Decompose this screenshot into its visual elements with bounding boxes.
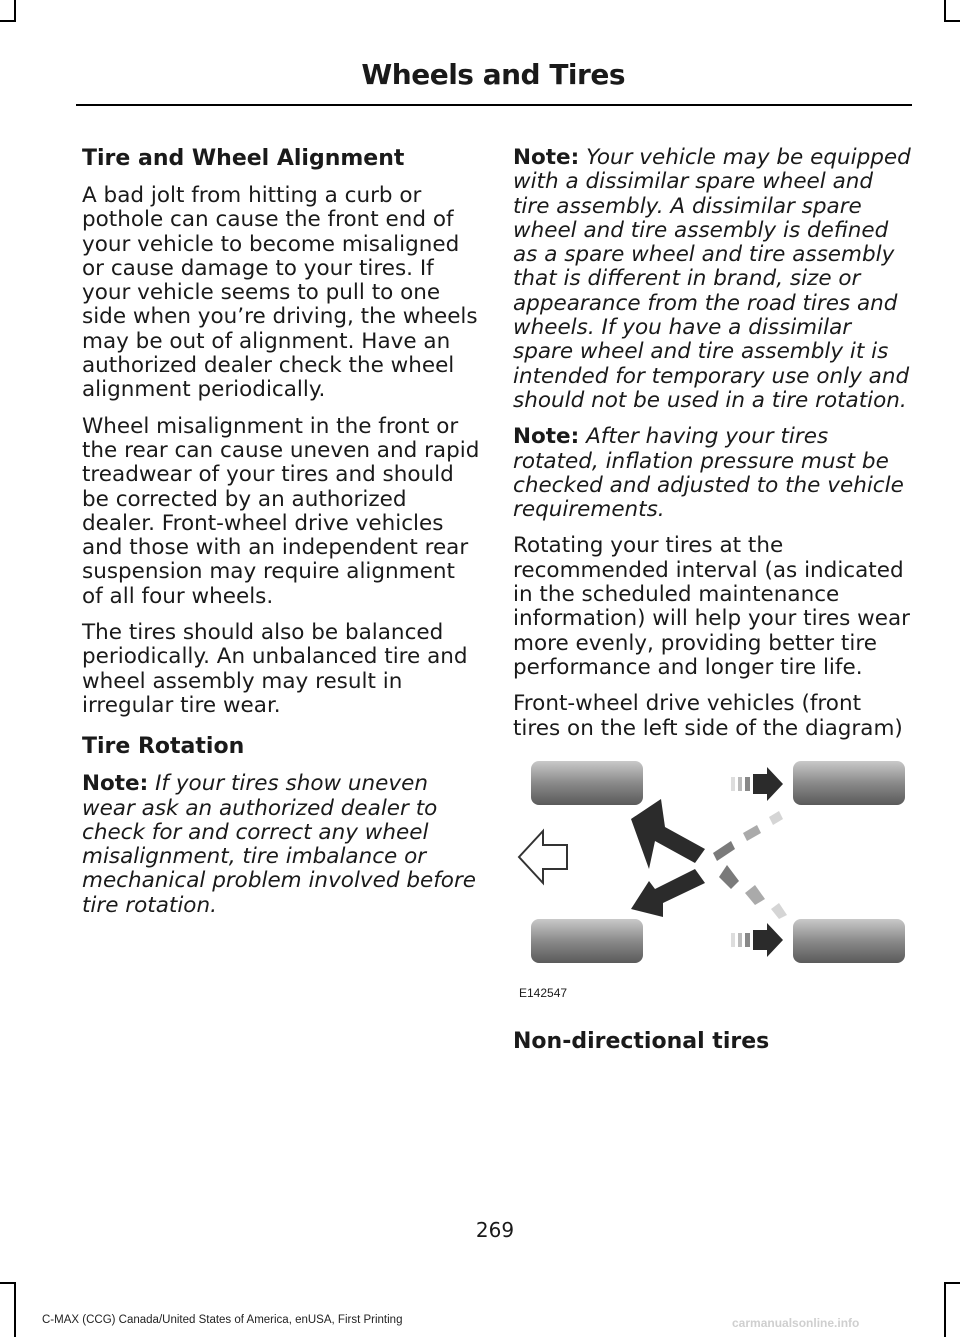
crop-mark (0, 20, 16, 22)
note (82, 772, 482, 918)
heading-rotation: Tire Rotation (82, 734, 245, 760)
left-column (82, 146, 482, 930)
note-text: Your vehicle may be equipped with a dissimilar spare wheel and tire assembly. A dissimilar spare wheel and tire assembly is defined as a spare wheel and tire assembly that is different in brand, size or appearance from the road tires and wheels. If you have a dissimilar spare wheel and tire assembly it is intended for temporary use only and should not be used in a tire rotation. (513, 145, 911, 413)
tire-front-right (531, 919, 643, 963)
forward-direction-arrow (519, 831, 567, 883)
arrow-cross-up (631, 799, 783, 869)
figure-code: E142547 (519, 985, 568, 1000)
crop-mark (14, 0, 16, 20)
crop-mark (944, 1282, 946, 1337)
paragraph: Wheel misalignment in the front or the rear can cause uneven and rapid treadwear of your tires and should be corrected by an authorized dealer. Front-wheel drive vehicles and those with an independent rear suspension may require alignment of all four wheels. (82, 413, 480, 609)
note-text: If your tires show uneven wear ask an authorized dealer to check for and correct any wheel misalignment, tire imbalance or mechanical problem involved before tire rotation. (82, 771, 477, 918)
paragraph: A bad jolt from hitting a curb or pothole can cause the front end of your vehicle to become misaligned or cause damage to your tires. If your vehicle seems to pull to one side when you’re driving, the wheels may be out of alignment. Have an authorized dealer check the wheel alignment periodically. (82, 183, 478, 403)
page-number: 269 (475, 1218, 515, 1242)
arrow-straight-top (731, 767, 783, 801)
tire-rotation-diagram (513, 757, 913, 1015)
crop-mark (944, 20, 960, 22)
heading-nondirectional: Non-directional tires (513, 1028, 770, 1054)
arrow-straight-bottom (731, 923, 783, 957)
page-header-title: Wheels and Tires (361, 58, 625, 91)
note (513, 425, 913, 522)
note-label: Note: (513, 145, 580, 170)
crop-mark (0, 1282, 16, 1284)
note (513, 146, 913, 413)
note-label: Note: (82, 771, 149, 797)
crop-mark (944, 1282, 960, 1284)
watermark: carmanualsonline.info (732, 1316, 860, 1330)
tire-rear-right (793, 919, 905, 963)
paragraph: Front-wheel drive vehicles (front tires on the left side of the diagram) (513, 691, 903, 741)
heading-alignment: Tire and Wheel Alignment (82, 146, 405, 171)
note-label: Note: (513, 424, 580, 450)
edition-footer: C-MAX (CCG) Canada/United States of America, enUSA, First Printing (42, 1314, 403, 1326)
crop-mark (14, 1282, 16, 1337)
tire-rear-left (793, 761, 905, 805)
note-text: After having your tires rotated, inflation pressure must be checked and adjusted to the vehicle requirements. (513, 424, 904, 523)
tire-rotation-svg (513, 757, 913, 1015)
arrow-cross-down (631, 865, 787, 919)
paragraph: Rotating your tires at the recommended interval (as indicated in the scheduled maintenance information) will help your tires wear more evenly, providing better tire performance and longer tire life. (513, 533, 910, 680)
tire-front-left (531, 761, 643, 805)
crop-mark (944, 0, 946, 20)
paragraph: The tires should also be balanced periodically. An unbalanced tire and wheel assembly may result in irregular tire wear. (82, 620, 468, 718)
header-rule (76, 104, 912, 106)
right-column (513, 146, 913, 1067)
